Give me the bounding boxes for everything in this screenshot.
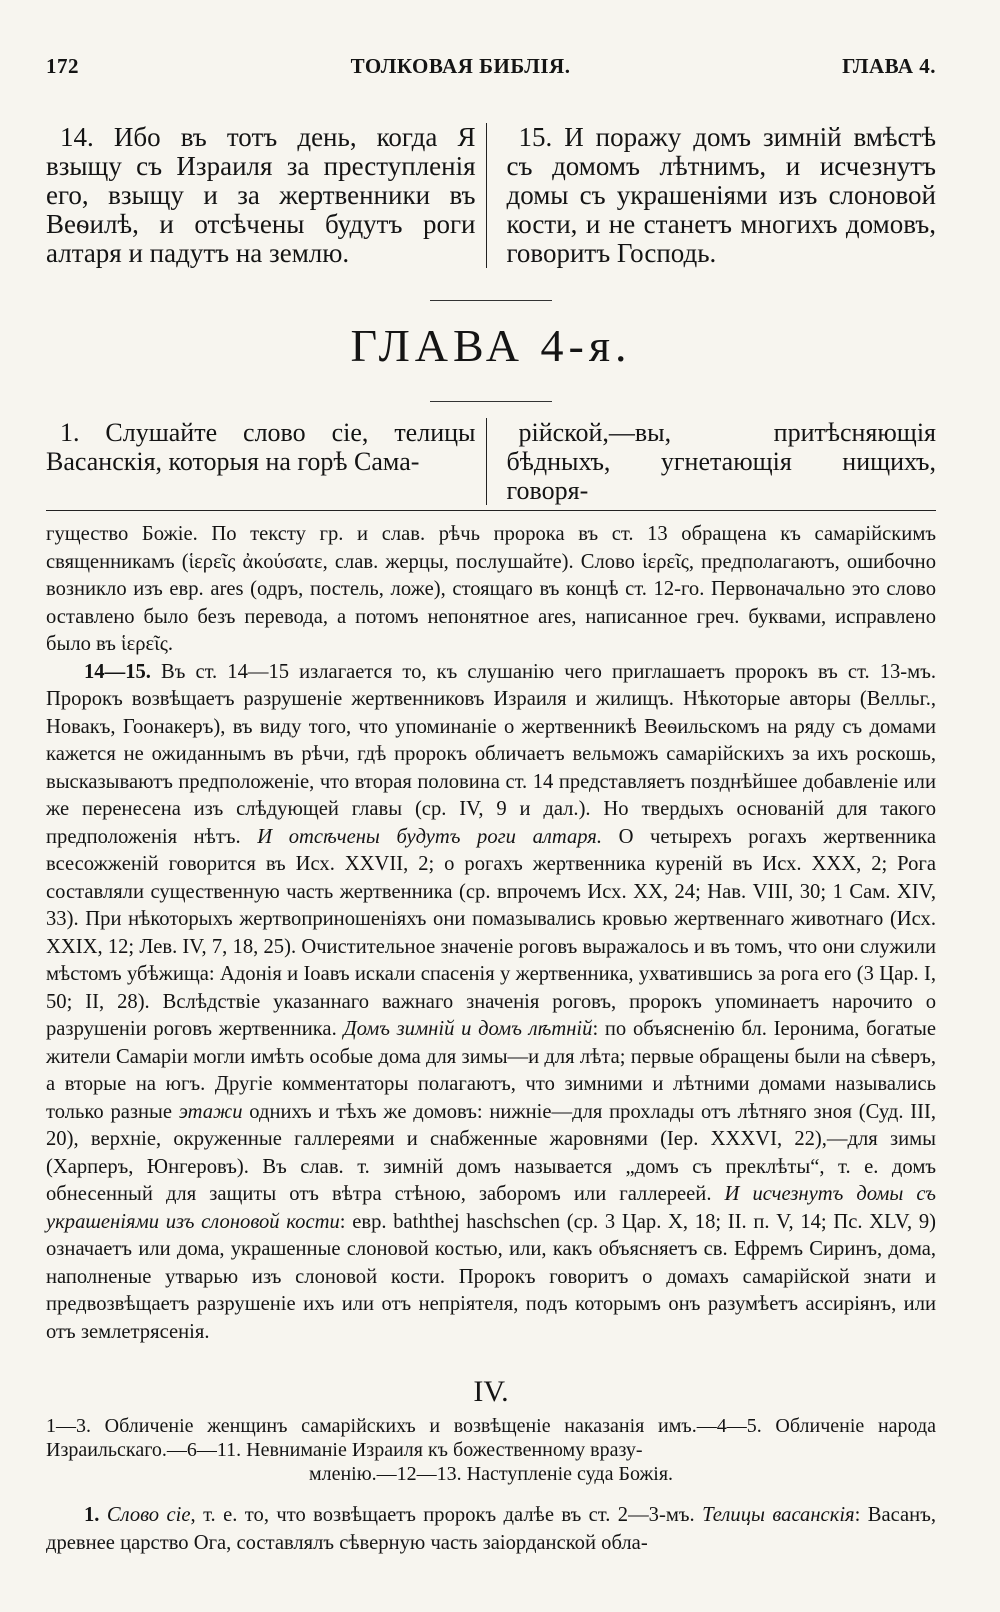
verses-14-15 xyxy=(46,123,936,268)
divider-top xyxy=(430,300,552,301)
book-title: ТОЛКОВАЯ БИБЛІЯ. xyxy=(350,54,571,78)
text-span: , т. е. то, что возвѣщаетъ пророкъ далѣе въ ст. 2—3-мъ. xyxy=(190,1504,703,1526)
quote-word: Слово сіе xyxy=(106,1504,191,1526)
commentary-paragraph-1: гущество Божіе. По тексту гр. и слав. рѣчь пророка въ ст. 13 обращена къ самарійскимъ священникамъ (ἱερεῖς ἀκούσατε, слав. жерцы, послушайте). Слово ἱερεῖς, предполагаютъ, ошибочно возникло изъ евр. ares (одръ, постель, ложе), стоящаго въ концѣ ст. 12-го. Первоначально это слово оставлено было безъ перевода, а потомъ непонятное ares, написанное греч. буквами, исправлено было въ ἱερεῖς. xyxy=(46,523,936,655)
verse-14: 14. Ибо въ тотъ день, когда Я взыщу съ Израиля за преступленія его, взыщу и за жертвенники въ Веѳилѣ, и отсѣчены будутъ роги алтаря и падутъ на землю. xyxy=(46,123,487,268)
quote-horns: И отсѣчены будутъ роги алтаря. xyxy=(257,825,603,848)
page-header xyxy=(46,54,936,79)
verse-15: 15. И поражу домъ зимній вмѣстѣ съ домомъ лѣтнимъ, и исчезнутъ домы съ украшеніями изъ слоновой кости, и не станетъ многихъ домовъ, говоритъ Господь. xyxy=(506,122,936,268)
commentary xyxy=(46,521,936,1346)
verse-ref-1: 1. xyxy=(84,1504,100,1526)
text-span: : Васанъ, древнее царство Ога, составлялъ сѣверную часть заіорданской обла- xyxy=(46,1504,936,1554)
divider-bottom xyxy=(430,401,552,402)
quote-heifers: Телицы васанскія xyxy=(702,1504,855,1526)
quote-houses: Домъ зимній и домъ лѣтній xyxy=(343,1018,593,1040)
document-page xyxy=(46,54,936,1557)
quote-ivory: И исчезнутъ домы съ украшеніями изъ слоновой кости xyxy=(46,1183,936,1233)
chapter-title: ГЛАВА 4-я. xyxy=(350,320,632,371)
text-span: однихъ и тѣхъ же домовъ: нижніе—для прохлады отъ лѣтняго зноя (Суд. III, 20), верхніе, окруженные галлереями и снабженные жаровнями (Іер. XXXVI, 22),—для зимы (Харперъ, Юнгеровъ). Въ слав. т. зимній домъ называется „домъ съ преклѣты“, т. е. домъ обнесенный для защиты отъ вѣтра стѣною, заборомъ или галлереей. xyxy=(46,1100,937,1205)
chapter-label: ГЛАВА 4. xyxy=(842,54,936,78)
page-number: 172 xyxy=(46,54,79,78)
verse-ref-14-15: 14—15. xyxy=(84,660,151,683)
commentary-paragraph-2 xyxy=(46,659,936,1347)
text-span: : по объясненію бл. Іеронима, богатые жители Самаріи могли имѣть особые дома для зимы—и для лѣта; первые обращены были на сѣверъ, а вторые на югъ. Другіе комментаторы полагаютъ, что зимними и лѣтними домами назывались только разные xyxy=(46,1018,936,1123)
chapter-summary: 1—3. Обличеніе женщинъ самарійскихъ и возвѣщеніе наказанія имъ.—4—5. Обличеніе народа Израильскаго.—6—11. Невниманіе Израиля къ божественному вразу- xyxy=(46,1415,936,1461)
quote-floors: этажи xyxy=(178,1100,243,1123)
verse-1-left: 1. Слушайте слово сіе, телицы Васанскія, которыя на горѣ Сама- xyxy=(46,418,487,505)
text-span: О четырехъ рогахъ жертвенника всесожженій говорится въ Исх. XXVII, 2; о рогахъ жертвенника куреній въ Исх. XXX, 2; Рога составляли существенную часть жертвенника (ср. впрочемъ Исх. XX, 24; Нав. VIII, 30; 1 Сам. XIV, 33). При нѣкоторыхъ жертвоприношеніяхъ они помазывались кровью жертвеннаго животнаго (Исх. XXIX, 12; Лев. IV, 7, 18, 25). Очистительное значеніе роговъ выражалось и въ томъ, что они служили мѣстомъ убѣжища: Адонія и Іоавъ искали спасенія у жертвенника, ухватившись за рога его (3 Цар. I, 50; II, 28). Вслѣдствіе указаннаго важнаго значенія роговъ, пророкъ упоминаетъ нарочито о разрушеніи роговъ жертвенника. xyxy=(46,825,936,1040)
section-heading-roman: IV. xyxy=(473,1375,509,1408)
commentary-verse-1 xyxy=(46,1502,936,1557)
chapter-summary-last-line: мленію.—12—13. Наступленіе суда Божія. xyxy=(308,1463,674,1485)
verse-1-right: рійской,—вы, притѣсняющія бѣдныхъ, угнетающія нищихъ, говоря- xyxy=(506,418,936,505)
text-span: Въ ст. 14—15 излагается то, къ слушанію чего приглашаетъ пророкъ въ ст. 13-мъ. Пророкъ возвѣщаетъ разрушеніе жертвенниковъ Израиля и жилищъ. Нѣкоторые авторы (Велльг., Новакъ, Гоонакеръ), въ виду того, что упоминаніе о жертвенникѣ Веѳильскомъ на ряду съ домами кажется не ожиданнымъ въ рѣчи, гдѣ пророкъ обличаетъ вельможъ самарійскихъ за ихъ роскошь, высказываютъ предположеніе, что вторая половина ст. 14 представляетъ позднѣйшее добавленіе или же перенесена изъ слѣдующей главы (ср. IV, 9 и дал.). Но твердыхъ основаній для такого предположенія нѣтъ. xyxy=(46,660,936,848)
verse-1-columns xyxy=(46,418,936,511)
text-span: : евр. baththej haschschen (ср. 3 Цар. X, 18; II. п. V, 14; Пс. XLV, 9) означаетъ или дома, украшенные слоновой костью, или, какъ объясняетъ св. Ефремъ Сиринъ, дома, наполненые утварью изъ слоновой кости. Пророкъ говоритъ о домахъ самарійской знати и предвозвѣщаетъ разрушеніе ихъ или отъ непріятеля, подъ которымъ онъ разумѣетъ ассиріянъ, или отъ землетрясенія. xyxy=(46,1210,936,1343)
